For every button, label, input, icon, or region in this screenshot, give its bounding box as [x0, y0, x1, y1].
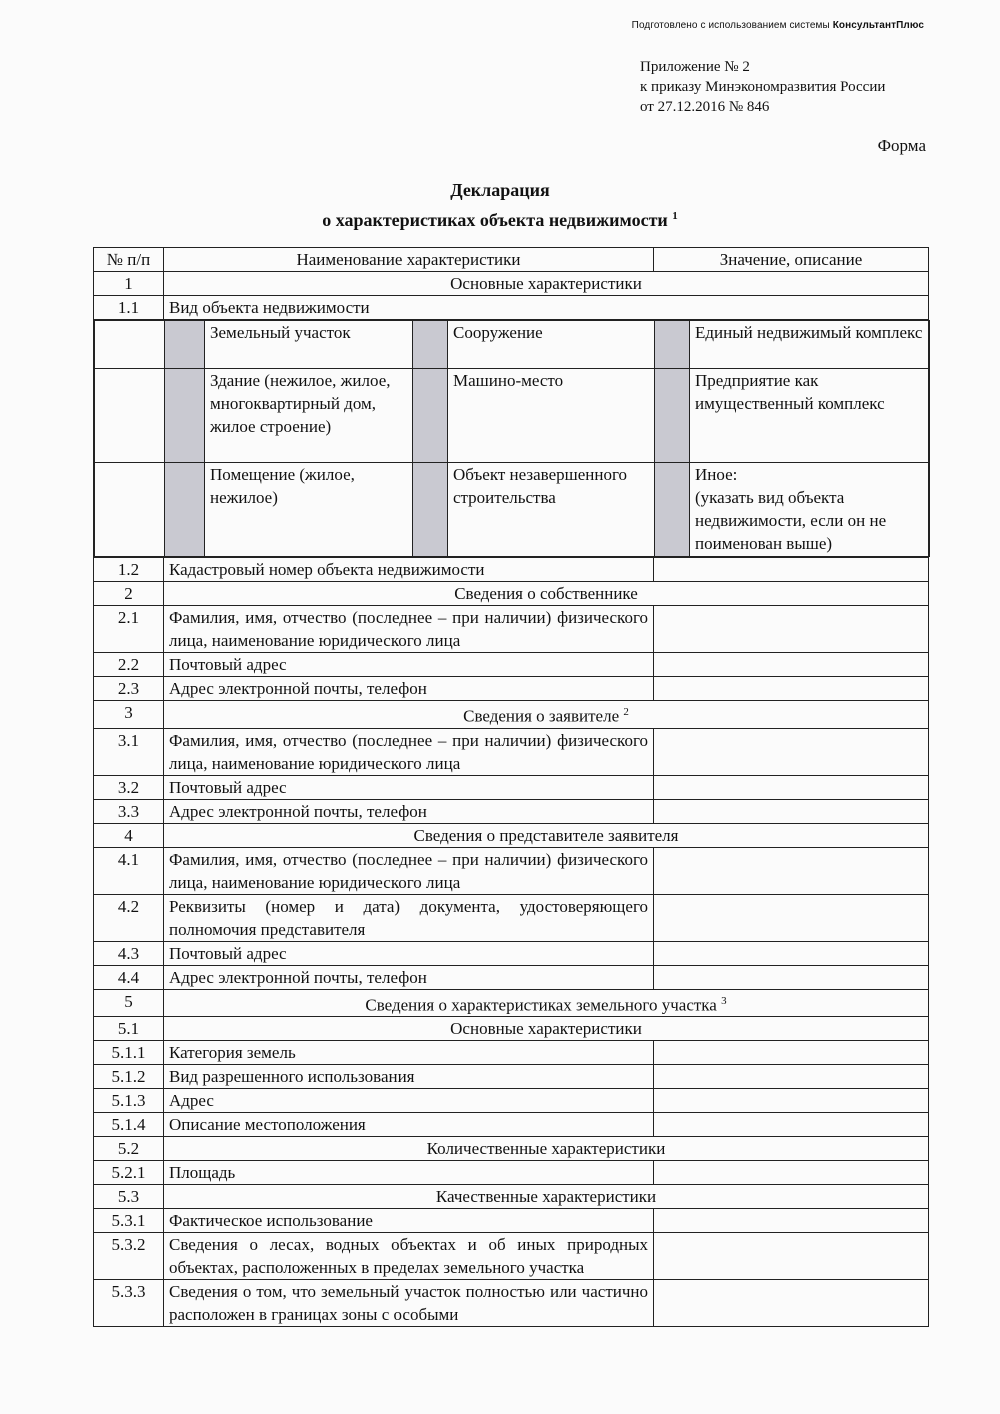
value-cell[interactable]: [654, 894, 929, 941]
value-cell[interactable]: [654, 653, 929, 677]
section-row: 1 Основные характеристики: [94, 272, 929, 296]
type-land-plot: Земельный участок: [205, 321, 413, 369]
appendix-line-3: от 27.12.2016 № 846: [640, 99, 770, 115]
checkbox-parking-space[interactable]: [413, 369, 448, 463]
table-row: 4.4 Адрес электронной почты, телефон: [94, 965, 929, 989]
table-row: 1.1 Вид объекта недвижимости: [94, 296, 929, 320]
type-premises: Помещение (жилое, нежилое): [205, 463, 413, 557]
appendix-line-2: к приказу Минэкономразвития России: [640, 79, 886, 95]
declaration-table: [93, 247, 929, 1327]
checkbox-unfinished[interactable]: [413, 463, 448, 557]
checkbox-structure[interactable]: [413, 321, 448, 369]
value-cell[interactable]: [654, 1233, 929, 1280]
checkbox-building[interactable]: [165, 369, 205, 463]
checkbox-other[interactable]: [655, 463, 690, 557]
section-row: 2 Сведения о собственнике: [94, 582, 929, 606]
appendix-block: [640, 57, 885, 117]
section-row: 5.3 Качественные характеристики: [94, 1185, 929, 1209]
table-row: 5.2.1 Площадь: [94, 1161, 929, 1185]
table-row: 5.3.2 Сведения о лесах, водных объектах и об иных природных объектах, расположенных в пределах земельного участка: [94, 1233, 929, 1280]
type-building: Здание (нежилое, жилое, многоквартирный дом, жилое строение): [205, 369, 413, 463]
value-cell[interactable]: [654, 677, 929, 701]
table-row: 5.3.3 Сведения о том, что земельный участок полностью или частично расположен в границах зоны с особыми: [94, 1280, 929, 1327]
header-num: № п/п: [94, 248, 164, 272]
checkbox-premises[interactable]: [165, 463, 205, 557]
value-cell[interactable]: [654, 558, 929, 582]
title-line-1: Декларация: [450, 180, 550, 200]
section-row: 4 Сведения о представителе заявителя: [94, 823, 929, 847]
table-row: 5.1.3 Адрес: [94, 1089, 929, 1113]
table-row: 4.2 Реквизиты (номер и дата) документа, удостоверяющего полномочия представителя: [94, 894, 929, 941]
object-type-grid: [94, 320, 930, 557]
appendix-line-1: Приложение № 2: [640, 59, 750, 75]
table-row: 2.2 Почтовый адрес: [94, 653, 929, 677]
checkbox-single-complex[interactable]: [655, 321, 690, 369]
type-other: Иное: (указать вид объекта недвижимости, если он не поименован выше): [690, 463, 930, 557]
header-name: Наименование характеристики: [164, 248, 654, 272]
title-footnote-ref: 1: [672, 210, 678, 222]
section-row: 5.1 Основные характеристики: [94, 1017, 929, 1041]
value-cell[interactable]: [654, 1209, 929, 1233]
type-single-complex: Единый недвижимый комплекс: [690, 321, 930, 369]
checkbox-enterprise[interactable]: [655, 369, 690, 463]
table-row: 5.1.1 Категория земель: [94, 1041, 929, 1065]
table-row: 3.1 Фамилия, имя, отчество (последнее – при наличии) физического лица, наименование юридического лица: [94, 728, 929, 775]
table-row: 4.1 Фамилия, имя, отчество (последнее – при наличии) физического лица, наименование юридического лица: [94, 847, 929, 894]
value-cell[interactable]: [654, 728, 929, 775]
value-cell[interactable]: [654, 1280, 929, 1327]
table-row: 5.1.2 Вид разрешенного использования: [94, 1065, 929, 1089]
value-cell[interactable]: [654, 965, 929, 989]
section-row: 5.2 Количественные характеристики: [94, 1137, 929, 1161]
document-title: [0, 177, 1000, 233]
value-cell[interactable]: [654, 775, 929, 799]
table-row: 2.1 Фамилия, имя, отчество (последнее – при наличии) физического лица, наименование юридического лица: [94, 606, 929, 653]
type-parking-space: Машино-место: [448, 369, 655, 463]
table-row: 1.2 Кадастровый номер объекта недвижимости: [94, 558, 929, 582]
type-structure: Сооружение: [448, 321, 655, 369]
section-row: 5 Сведения о характеристиках земельного участка $^3$: [94, 989, 929, 1017]
value-cell[interactable]: [654, 941, 929, 965]
value-cell[interactable]: [654, 1113, 929, 1137]
header-value: Значение, описание: [654, 248, 929, 272]
footnote-ref: 2: [623, 706, 629, 718]
form-label: Форма: [877, 136, 926, 155]
value-cell[interactable]: [654, 1161, 929, 1185]
table-row: 5.1.4 Описание местоположения: [94, 1113, 929, 1137]
object-type-grid-row: [94, 320, 929, 558]
table-header-row: [94, 248, 929, 272]
type-unfinished: Объект незавершенного строительства: [448, 463, 655, 557]
value-cell[interactable]: [654, 1065, 929, 1089]
table-row: 3.3 Адрес электронной почты, телефон: [94, 799, 929, 823]
prepared-with-note: [632, 20, 924, 31]
table-row: 4.3 Почтовый адрес: [94, 941, 929, 965]
type-enterprise: Предприятие как имущественный комплекс: [690, 369, 930, 463]
title-line-2: о характеристиках объекта недвижимости $^1$: [322, 210, 678, 230]
value-cell[interactable]: [654, 606, 929, 653]
table-row: 3.2 Почтовый адрес: [94, 775, 929, 799]
prepared-prefix: Подготовлено с использованием системы: [631, 20, 830, 31]
prepared-brand: КонсультантПлюс: [832, 20, 924, 31]
checkbox-land-plot[interactable]: [165, 321, 205, 369]
value-cell[interactable]: [654, 847, 929, 894]
table-row: 5.3.1 Фактическое использование: [94, 1209, 929, 1233]
footnote-ref: 3: [721, 994, 727, 1007]
value-cell[interactable]: [654, 1041, 929, 1065]
table-row: 2.3 Адрес электронной почты, телефон: [94, 677, 929, 701]
section-row: 3 Сведения о заявителе $^2$: [94, 701, 929, 729]
value-cell[interactable]: [654, 799, 929, 823]
value-cell[interactable]: [654, 1089, 929, 1113]
